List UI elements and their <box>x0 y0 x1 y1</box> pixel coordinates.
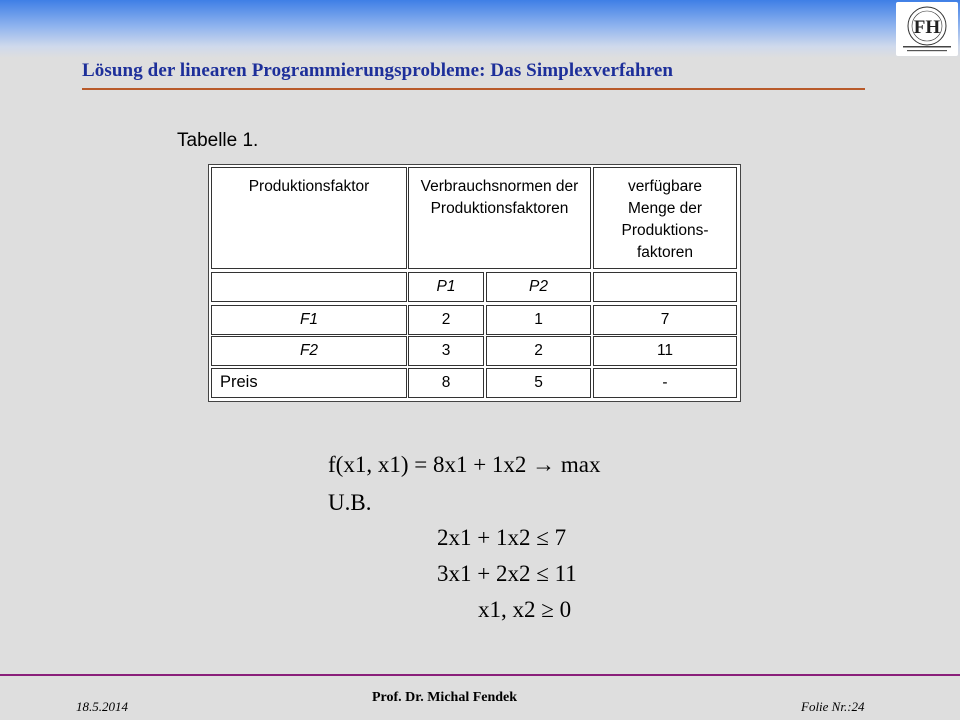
title-underline <box>82 88 865 90</box>
slide-title: Lösung der linearen Programmierungsprobleme: Das Simplexverfahren <box>82 60 674 81</box>
subheader-p1: P1 <box>408 272 484 302</box>
table-cell: 8 <box>408 368 484 398</box>
constraint-nonneg: x1, x2 ≥ 0 <box>478 597 572 622</box>
header-norms: Verbrauchsnormen der Produktionsfaktoren <box>408 167 591 269</box>
footer-rule <box>0 674 960 676</box>
table-cell: 7 <box>593 305 737 335</box>
header-band <box>0 0 960 58</box>
row-label-preis: Preis <box>211 368 407 398</box>
table-cell: 1 <box>486 305 591 335</box>
subject-to-label: U.B. <box>328 490 372 515</box>
subheader-p2: P2 <box>486 272 591 302</box>
footer-author: Prof. Dr. Michal Fendek <box>372 690 518 705</box>
svg-text:FH: FH <box>913 17 941 38</box>
table-cell: 11 <box>593 336 737 366</box>
row-label-f2: F2 <box>211 336 407 366</box>
header-available: verfügbare Menge der Produktions- faktoren <box>593 167 737 269</box>
footer-slide-number: Folie Nr.:24 <box>801 699 865 714</box>
table-cell: 2 <box>486 336 591 366</box>
constraint-1: 2x1 + 1x2 ≤ 7 <box>437 525 567 550</box>
table-cell: 5 <box>486 368 591 398</box>
subheader-empty <box>211 272 407 302</box>
constraint-2: 3x1 + 2x2 ≤ 11 <box>437 561 577 586</box>
header-factor: Produktionsfaktor <box>211 167 407 269</box>
table-caption: Tabelle 1. <box>177 130 259 151</box>
table-cell: 3 <box>408 336 484 366</box>
table-cell: - <box>593 368 737 398</box>
objective-function: f(x1, x1) = 8x1 + 1x2 → max <box>328 452 601 477</box>
subheader-empty <box>593 272 737 302</box>
university-logo <box>896 2 958 56</box>
table-cell: 2 <box>408 305 484 335</box>
row-label-f1: F1 <box>211 305 407 335</box>
footer-date: 18.5.2014 <box>76 699 128 714</box>
